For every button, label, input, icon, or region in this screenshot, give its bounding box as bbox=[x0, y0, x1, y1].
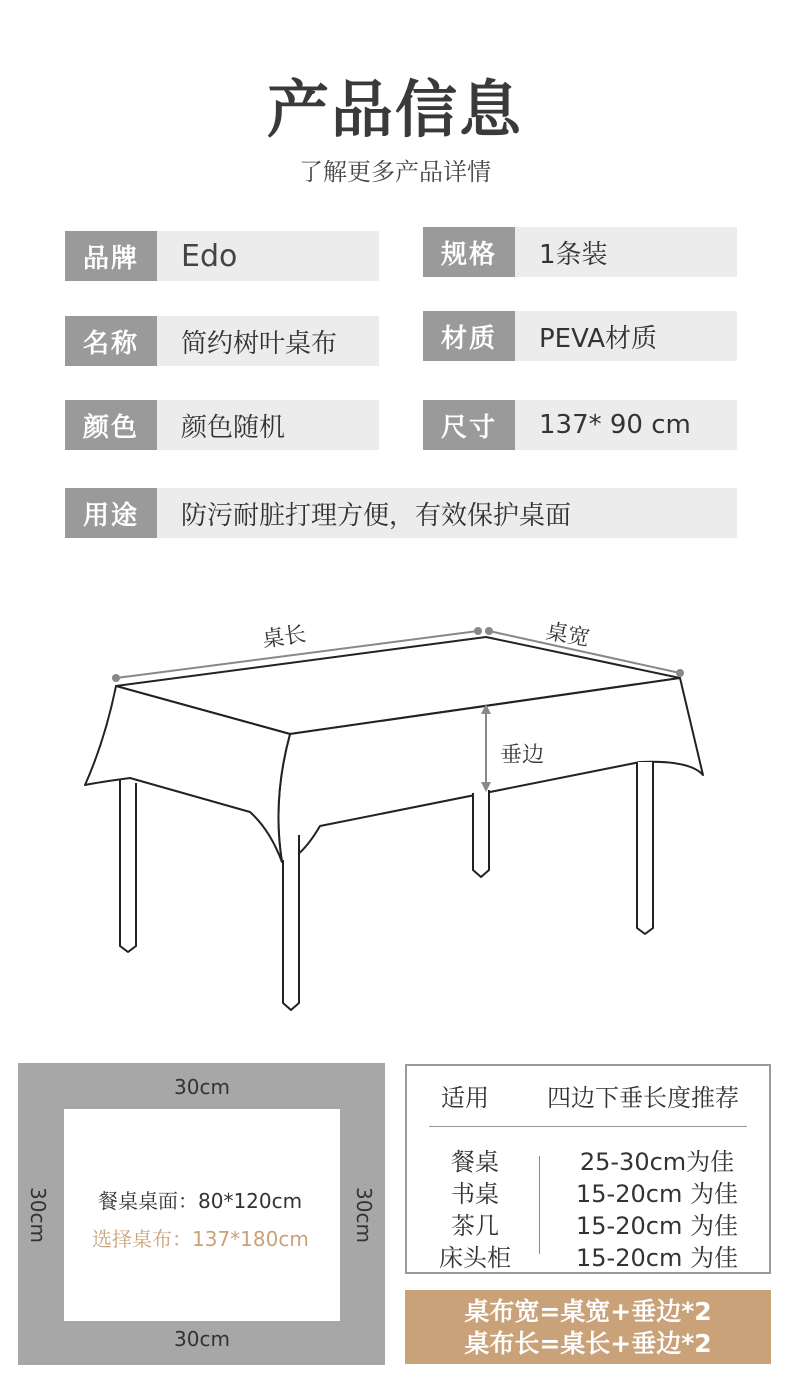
spec-label: 名称 bbox=[65, 316, 157, 366]
spec-value: 137* 90 cm bbox=[539, 410, 691, 440]
header-applicable: 适用 bbox=[441, 1084, 489, 1112]
row-name: 餐桌 bbox=[451, 1148, 499, 1176]
spec-value: Edo bbox=[181, 238, 238, 274]
choose-cloth-text: 选择桌布：137*180cm bbox=[92, 1227, 309, 1251]
dimension-dot bbox=[112, 674, 120, 682]
spec-material bbox=[423, 311, 737, 361]
row-name: 书桌 bbox=[451, 1180, 499, 1208]
spec-value: PEVA材质 bbox=[539, 323, 658, 354]
table-leg bbox=[637, 762, 653, 934]
spec-dimension bbox=[423, 400, 737, 450]
formula-banner bbox=[405, 1290, 771, 1364]
spec-label: 尺寸 bbox=[423, 400, 515, 450]
header-drop-length: 四边下垂长度推荐 bbox=[547, 1084, 739, 1112]
table-leg bbox=[473, 790, 489, 877]
table-leg bbox=[120, 780, 136, 952]
page-subtitle: 了解更多产品详情 bbox=[299, 158, 491, 186]
spec-value: 简约树叶桌布 bbox=[181, 328, 338, 359]
table-surface-text: 餐桌桌面：80*120cm bbox=[98, 1189, 303, 1213]
drop-label: 垂边 bbox=[500, 743, 545, 768]
sample-size-box bbox=[18, 1063, 385, 1365]
left-margin-label: 30cm bbox=[25, 1187, 50, 1243]
column-divider bbox=[539, 1156, 540, 1254]
length-label: 桌长 bbox=[260, 622, 308, 653]
dimension-dot bbox=[474, 627, 482, 635]
row-value: 15-20cm 为佳 bbox=[576, 1212, 738, 1240]
dimension-dot bbox=[485, 627, 493, 635]
right-margin-label: 30cm bbox=[351, 1187, 376, 1243]
spec-name bbox=[65, 316, 379, 366]
row-value: 15-20cm 为佳 bbox=[576, 1180, 738, 1208]
dimension-dot bbox=[676, 669, 684, 677]
formula-width: 桌布宽=桌宽+垂边*2 bbox=[464, 1297, 712, 1326]
bottom-margin-label: 30cm bbox=[174, 1327, 230, 1351]
table-leg bbox=[283, 835, 299, 1010]
spec-label: 材质 bbox=[423, 311, 515, 361]
row-value: 15-20cm 为佳 bbox=[576, 1244, 738, 1272]
table-diagram bbox=[0, 600, 790, 1030]
spec-value: 颜色随机 bbox=[181, 412, 286, 443]
table-surface-area bbox=[64, 1109, 340, 1321]
spec-value: 1条装 bbox=[539, 239, 608, 270]
page-title: 产品信息 bbox=[266, 73, 523, 146]
spec-label: 颜色 bbox=[65, 400, 157, 450]
spec-value: 防污耐脏打理方便，有效保护桌面 bbox=[181, 500, 572, 531]
row-name: 茶几 bbox=[451, 1212, 499, 1240]
spec-label: 品牌 bbox=[65, 231, 157, 281]
spec-usage bbox=[65, 488, 737, 538]
spec-label: 用途 bbox=[65, 488, 157, 538]
row-value: 25-30cm为佳 bbox=[579, 1148, 735, 1176]
row-name: 床头柜 bbox=[439, 1244, 511, 1272]
drop-recommendation-table bbox=[405, 1064, 771, 1274]
tablecloth-illustration bbox=[0, 600, 790, 1030]
spec-color bbox=[65, 400, 379, 450]
width-label: 桌宽 bbox=[543, 619, 592, 652]
spec-label: 规格 bbox=[423, 227, 515, 277]
header-divider bbox=[429, 1126, 747, 1127]
top-margin-label: 30cm bbox=[174, 1075, 230, 1099]
formula-length: 桌布长=桌长+垂边*2 bbox=[464, 1329, 712, 1358]
spec-size-pack bbox=[423, 227, 737, 277]
spec-brand bbox=[65, 231, 379, 281]
